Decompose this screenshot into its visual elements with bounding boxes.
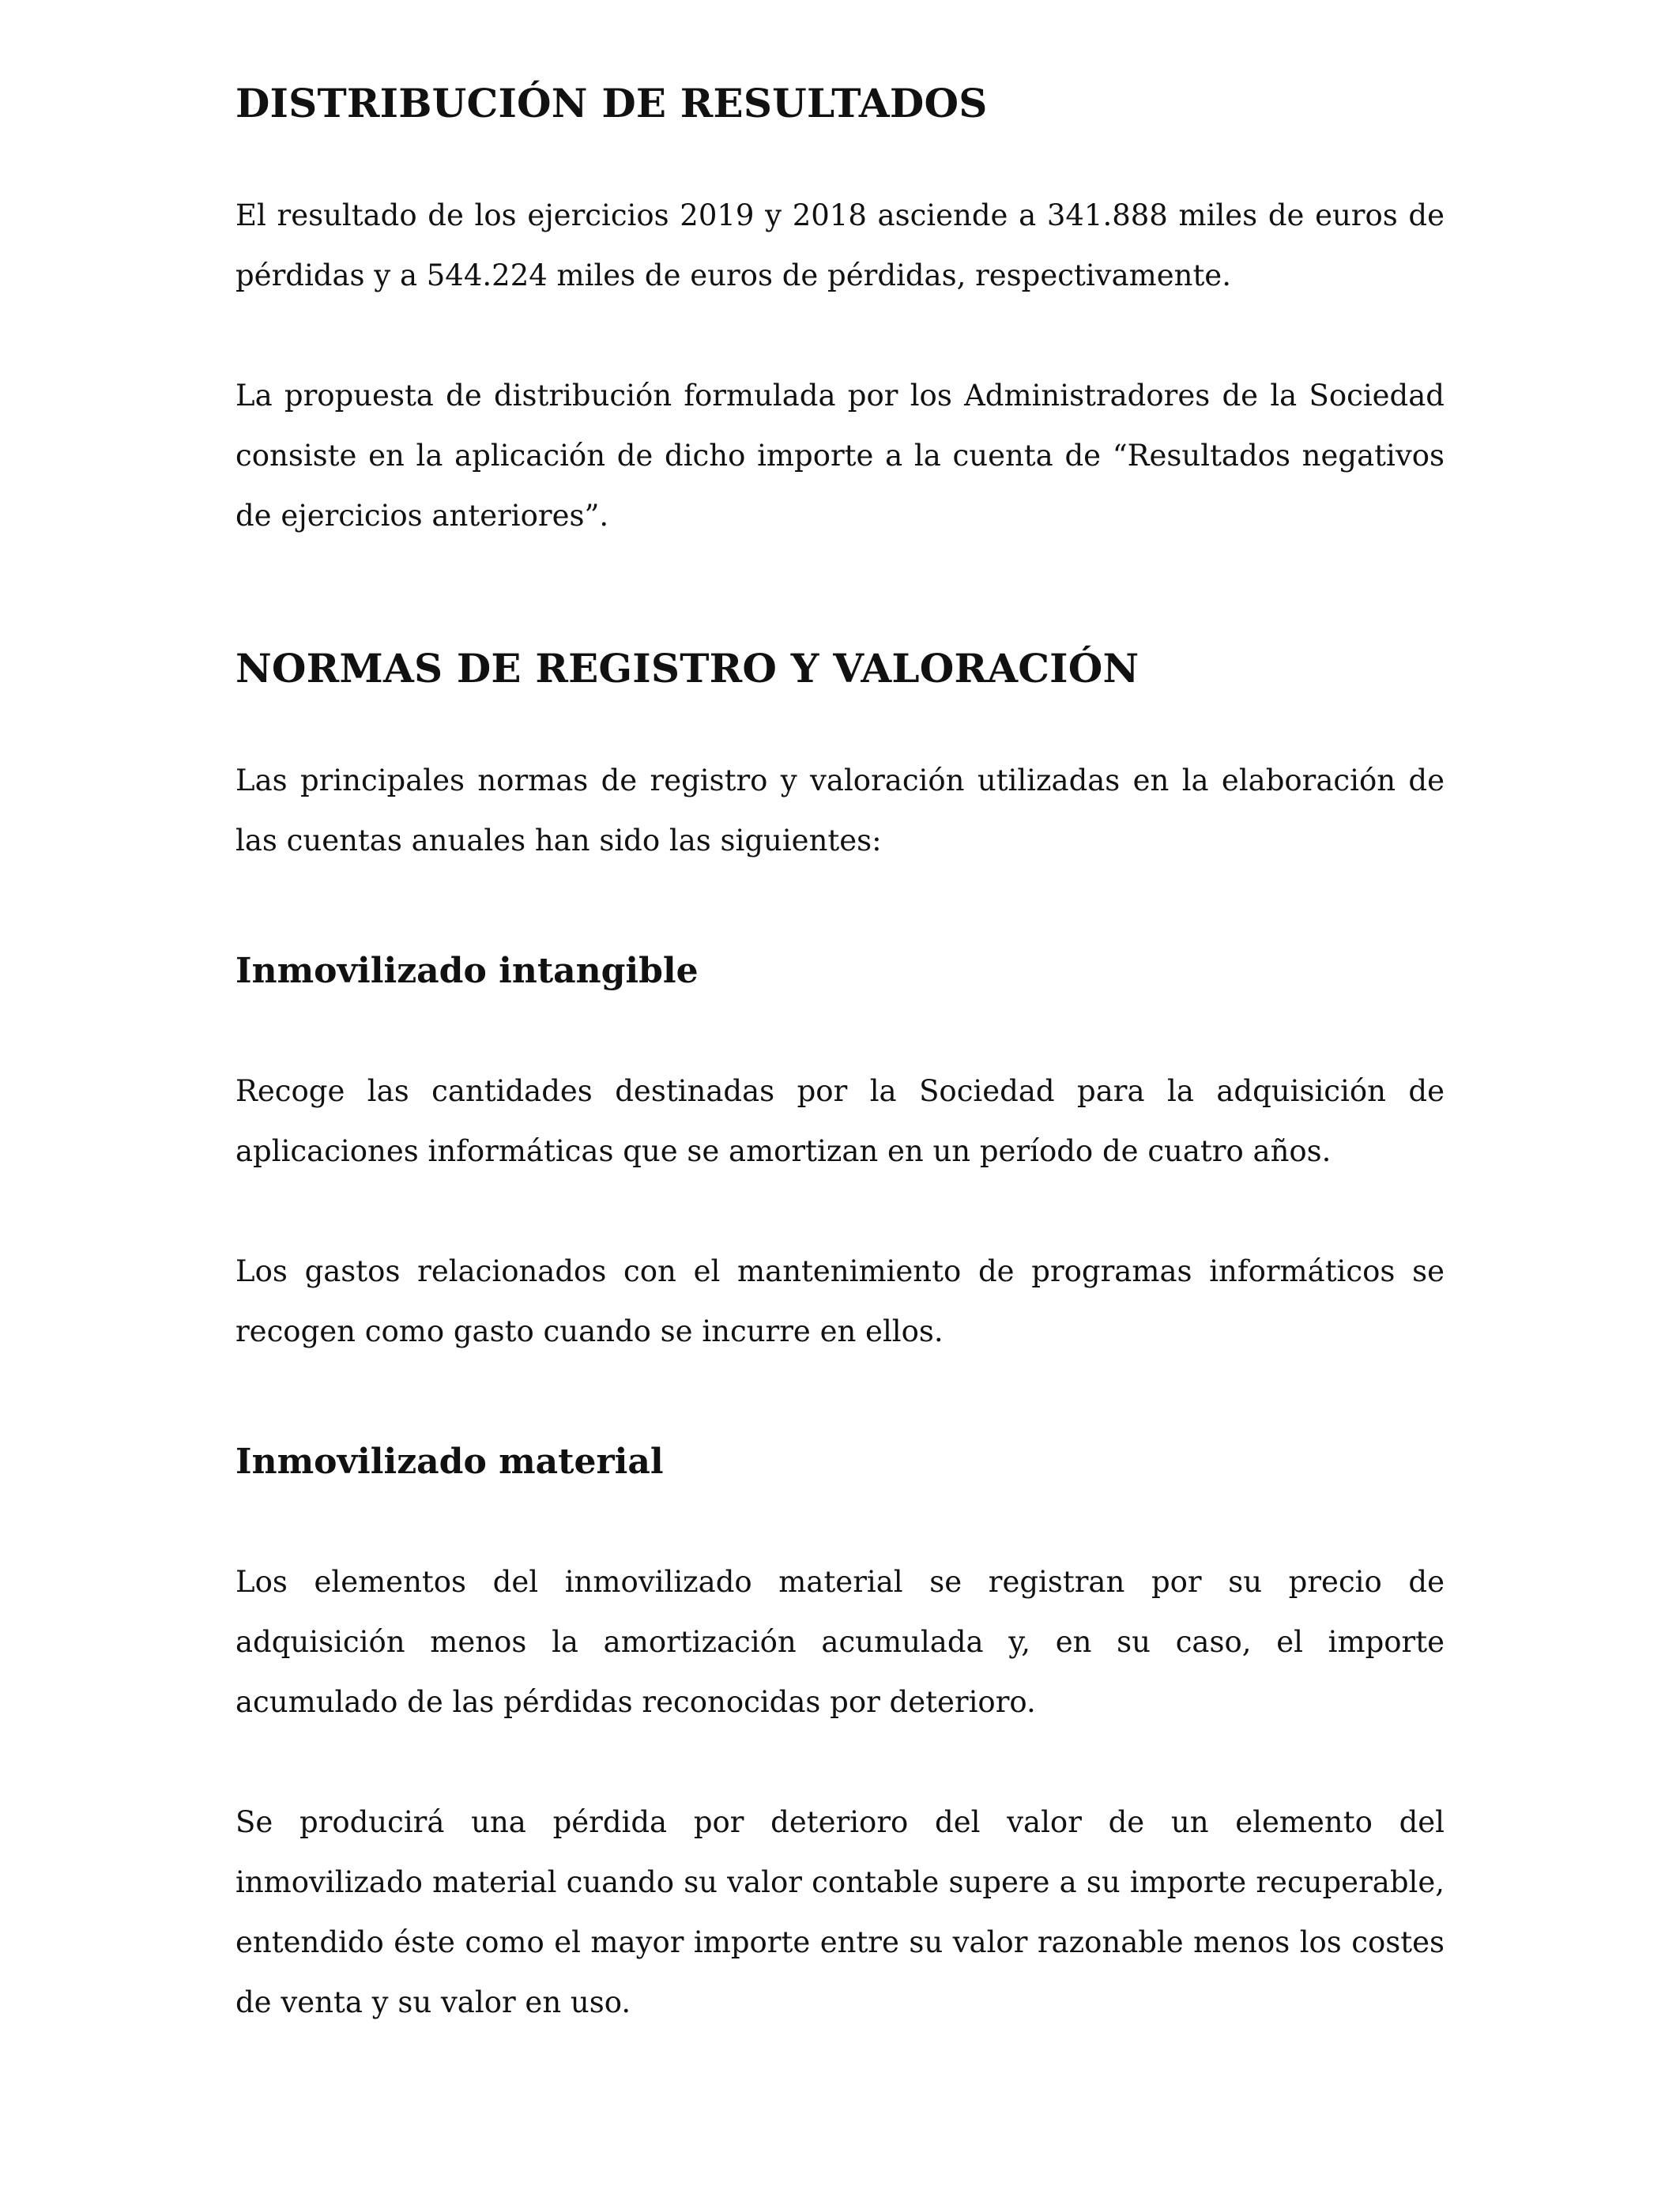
heading-inmovilizado-material: Inmovilizado material [235,1442,664,1482]
paragraph-material-deterioro: Se producirá una pérdida por deterioro del valor de un elemento del inmovilizado material cuando su valor contable supere a su importe recuperable, entendido éste como el mayor importe entre su valor razonable menos los costes de venta y su valor en uso. [235,1805,1445,2019]
heading-distribucion-de-resultados: DISTRIBUCIÓN DE RESULTADOS [235,80,988,126]
document-page [235,76,1445,2033]
heading-inmovilizado-intangible: Inmovilizado intangible [235,951,699,991]
paragraph-intangible-mantenimiento: Los gastos relacionados con el mantenimiento de programas informáticos se recogen como gasto cuando se incurre en ellos. [235,1254,1445,1348]
paragraph-normas-intro: Las principales normas de registro y valoración utilizadas en la elaboración de las cuentas anuales han sido las siguientes: [235,763,1445,858]
paragraph-material-registro: Los elementos del inmovilizado material se registran por su precio de adquisición menos la amortización acumulada y, en su caso, el importe acumulado de las pérdidas reconocidas por deterioro. [235,1565,1445,1719]
paragraph-propuesta-distribucion: La propuesta de distribución formulada por los Administradores de la Sociedad consiste en la aplicación de dicho importe a la cuenta de “Resultados negativos de ejercicios anteriores”. [235,379,1445,533]
paragraph-resultado-ejercicios: El resultado de los ejercicios 2019 y 2018 asciende a 341.888 miles de euros de pérdidas y a 544.224 miles de euros de pérdidas, respectivamente. [235,198,1445,292]
paragraph-intangible-aplicaciones: Recoge las cantidades destinadas por la Sociedad para la adquisición de aplicaciones informáticas que se amortizan en un período de cuatro años. [235,1074,1445,1168]
heading-normas-registro-valoracion: NORMAS DE REGISTRO Y VALORACIÓN [235,645,1139,692]
